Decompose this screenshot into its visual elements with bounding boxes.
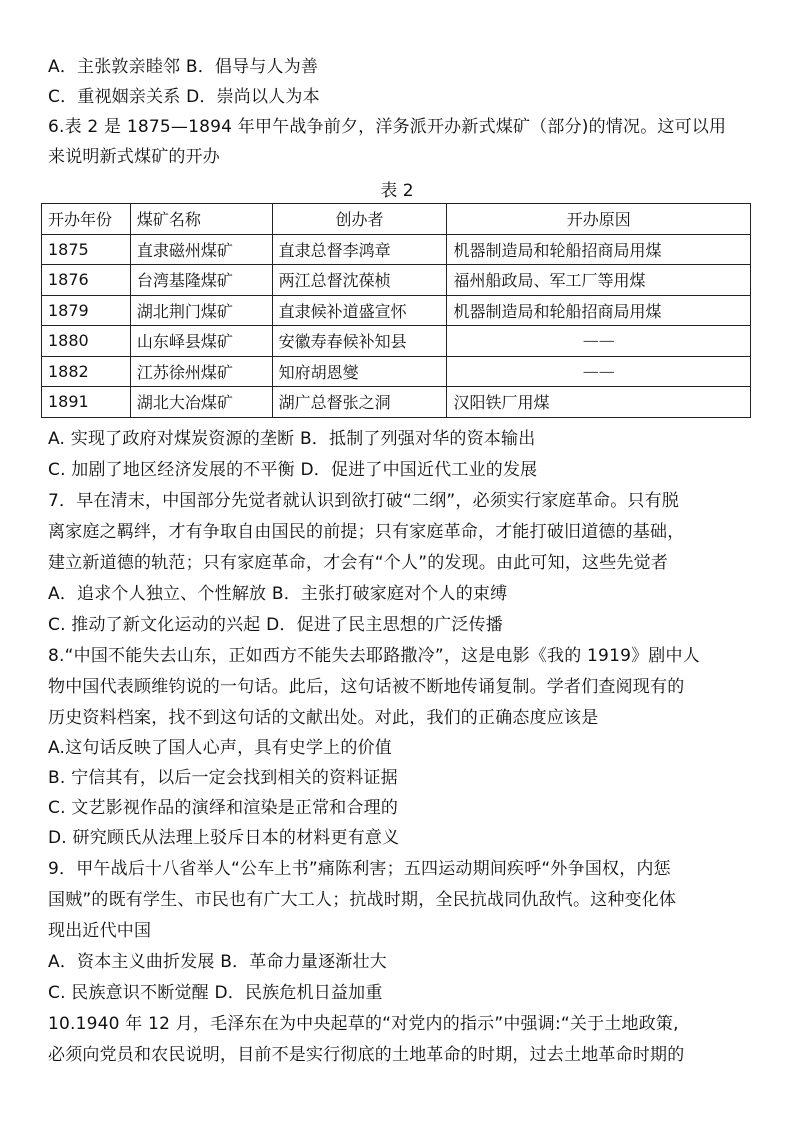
- text-line: 9．甲午战后十八省举人“公车上书”痛陈利害；五四运动期间疾呼“外争国权，内惩: [48, 859, 671, 879]
- table-row: [42, 326, 751, 357]
- text-line: C. 民族意识不断觉醒 D．民族危机日益加重: [48, 983, 383, 1003]
- table-cell: 1880: [42, 326, 131, 357]
- table-row: [42, 295, 751, 326]
- table-header-row: [42, 204, 751, 235]
- table-cell: 福州船政局、军工厂等用煤: [447, 265, 751, 296]
- table-cell: 台湾基隆煤矿: [130, 265, 272, 296]
- table-caption: 表 2: [380, 181, 414, 201]
- table-header-cell: 开办年份: [42, 204, 131, 235]
- table-cell: 湖北大冶煤矿: [130, 387, 272, 418]
- table-cell: 机器制造局和轮船招商局用煤: [447, 234, 751, 265]
- text-line: 必须向党员和农民说明，目前不是实行彻底的土地革命的时期，过去土地革命时期的: [48, 1045, 685, 1065]
- table-cell: 1891: [42, 387, 131, 418]
- text-line: 离家庭之羁绊，才有争取自由国民的前提；只有家庭革命，才能打破旧道德的基础，: [48, 522, 685, 542]
- table-cell: 汉阳铁厂用煤: [447, 387, 751, 418]
- table-cell: 两江总督沈葆桢: [272, 265, 447, 296]
- text-line: 物中国代表顾维钧说的一句话。此后，这句话被不断地传诵复制。学者们查阅现有的: [48, 677, 685, 697]
- text-line: 10.1940 年 12 月，毛泽东在为中央起草的“对党内的指示”中强调:“关于土地政策,: [48, 1014, 679, 1034]
- text-line: A．追求个人独立、个性解放 B．主张打破家庭对个人的束缚: [48, 584, 508, 604]
- text-line: A．资本主义曲折发展 B．革命力量逐渐壮大: [48, 952, 387, 972]
- coal-mine-table: [41, 203, 751, 418]
- table-cell: 1879: [42, 295, 131, 326]
- table-cell: 知府胡恩燮: [272, 356, 447, 387]
- table-row: [42, 387, 751, 418]
- table-header-cell: 煤矿名称: [130, 204, 272, 235]
- table-cell: 直隶候补道盛宣怀: [272, 295, 447, 326]
- table-cell: 山东峄县煤矿: [130, 326, 272, 357]
- text-line: C. 加剧了地区经济发展的不平衡 D．促进了中国近代工业的发展: [48, 460, 538, 480]
- table-header-cell: 开办原因: [447, 204, 751, 235]
- text-line: A. 实现了政府对煤炭资源的垄断 B．抵制了列强对华的资本输出: [48, 429, 536, 449]
- text-line: B. 宁信其有，以后一定会找到相关的资料证据: [48, 768, 398, 788]
- table-cell: 江苏徐州煤矿: [130, 356, 272, 387]
- text-line: A．主张敦亲睦邻 B．倡导与人为善: [48, 57, 319, 77]
- table-cell: 1876: [42, 265, 131, 296]
- text-line: 国贼”的既有学生、市民也有广大工人；抗战时期，全民抗战同仇敌忾。这种变化体: [48, 890, 677, 910]
- table-row: [42, 265, 751, 296]
- text-line: A.这句话反映了国人心声，具有史学上的价值: [48, 738, 392, 758]
- table-cell-empty-dash: ——: [447, 356, 751, 387]
- table-header-cell: 创办者: [272, 204, 447, 235]
- text-line: 7．早在清末，中国部分先觉者就认识到欲打破“二纲”，必须实行家庭革命。只有脱: [48, 491, 680, 511]
- text-line: 来说明新式煤矿的开办: [48, 147, 220, 167]
- table-cell: 湖北荆门煤矿: [130, 295, 272, 326]
- text-line: 建立新道德的轨范；只有家庭革命，才会有“个人”的发现。由此可知，这些先觉者: [48, 553, 669, 573]
- text-line: C．重视姻亲关系 D．崇尚以人为本: [48, 87, 320, 107]
- text-line: C. 推动了新文化运动的兴起 D．促进了民主思想的广泛传播: [48, 615, 503, 635]
- table-cell: 1882: [42, 356, 131, 387]
- table-cell: 机器制造局和轮船招商局用煤: [447, 295, 751, 326]
- text-line: 现出近代中国: [48, 921, 152, 941]
- table-row: [42, 356, 751, 387]
- table-cell-empty-dash: ——: [447, 326, 751, 357]
- table-row: [42, 234, 751, 265]
- text-line: 历史资料档案，找不到这句话的文献出处。对此，我们的正确态度应该是: [48, 708, 599, 728]
- table-cell: 安徽寿春候补知县: [272, 326, 447, 357]
- text-line: C. 文艺影视作品的演绎和渲染是正常和合理的: [48, 798, 399, 818]
- table-cell: 1875: [42, 234, 131, 265]
- text-line: 6.表 2 是 1875—1894 年甲午战争前夕，洋务派开办新式煤矿（部分)的情况。这可以用: [48, 117, 727, 137]
- table-cell: 直隶磁州煤矿: [130, 234, 272, 265]
- text-line: 8.“中国不能失去山东，正如西方不能失去耶路撒冷”，这是电影《我的 1919》剧中人: [48, 646, 700, 666]
- table-cell: 湖广总督张之洞: [272, 387, 447, 418]
- table-cell: 直隶总督李鸿章: [272, 234, 447, 265]
- text-line: D. 研究顾氏从法理上驳斥日本的材料更有意义: [48, 828, 400, 848]
